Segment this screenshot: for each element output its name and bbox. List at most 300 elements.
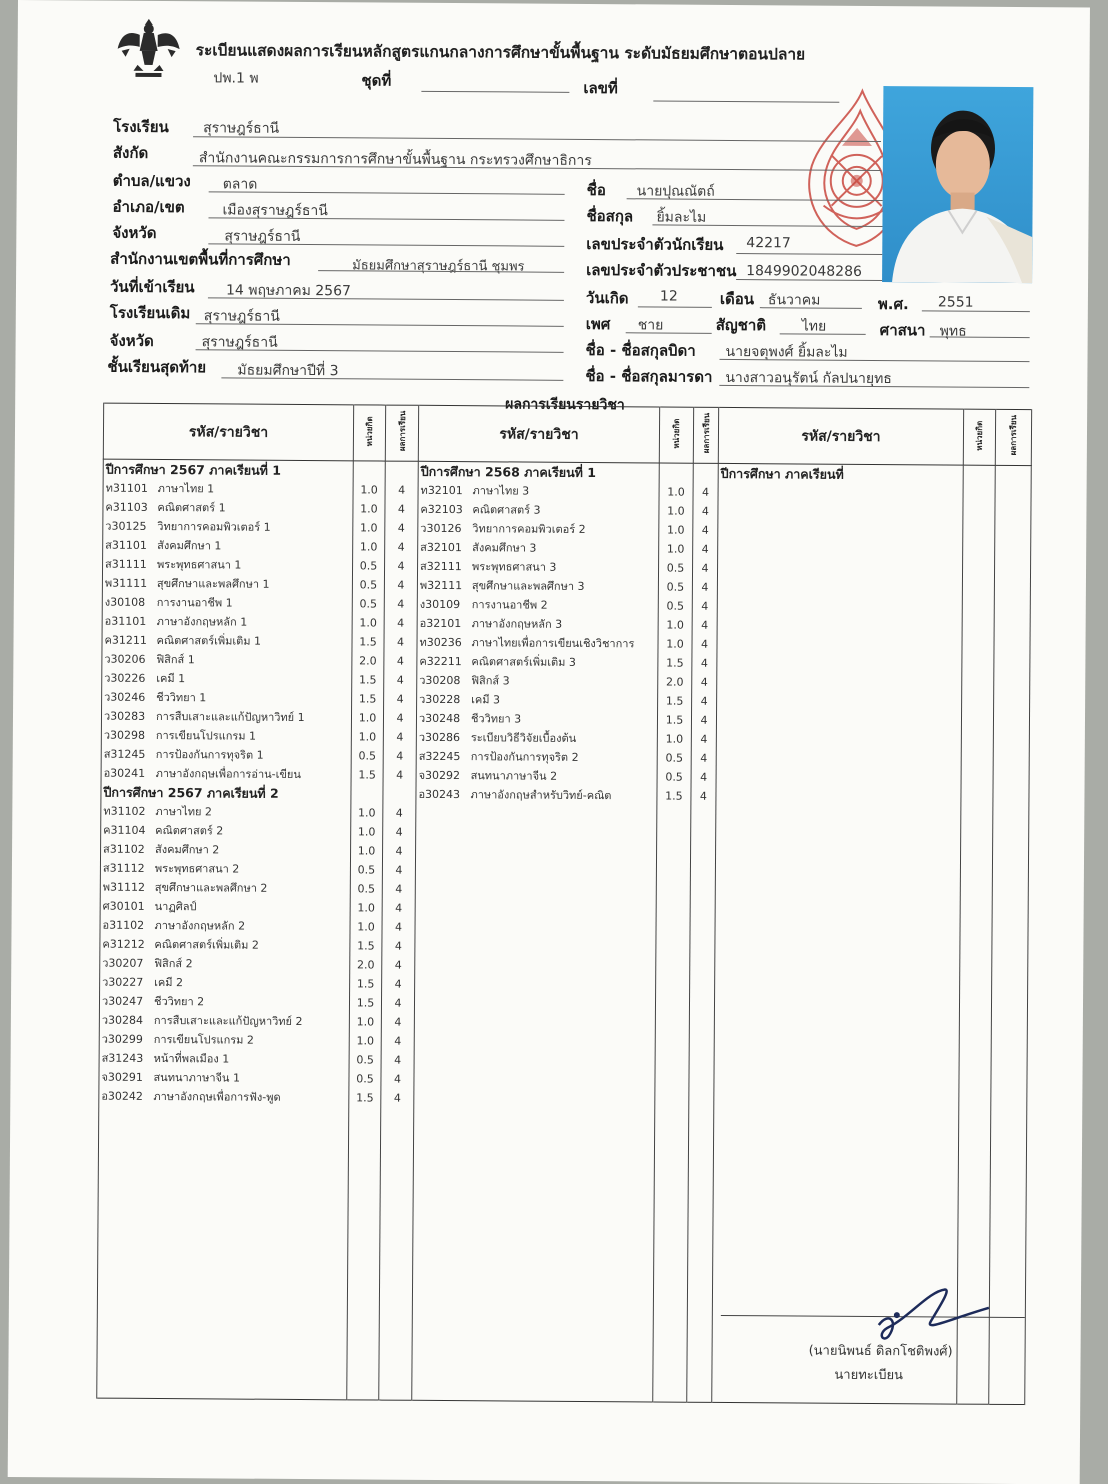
subject-grade: 4	[700, 675, 708, 689]
subject-credit: 1.0	[667, 523, 685, 537]
subject-row	[100, 1011, 349, 1032]
surname-value: ยิ้มละไม	[656, 209, 707, 226]
prev-school-value: สุราษฎร์ธานี	[203, 308, 280, 325]
subject-row	[101, 859, 350, 880]
subject-row	[102, 726, 351, 747]
subject-row	[100, 954, 349, 975]
subject-grade: 4	[394, 1015, 402, 1029]
subdistrict-line	[209, 191, 565, 194]
birth-day-value: 12	[659, 288, 678, 305]
student-photo	[882, 86, 1033, 283]
subject-name: สังคมศึกษา 2	[155, 842, 220, 857]
subject-code: ค32211	[419, 654, 462, 669]
subject-row	[103, 536, 352, 557]
prev-school-label: โรงเรียนเดิม	[109, 303, 191, 323]
birth-day-label: วันเกิด	[585, 288, 629, 308]
subject-grade: 4	[394, 996, 402, 1010]
subject-credit: 1.0	[360, 521, 378, 535]
subject-credit: 1.0	[358, 711, 377, 725]
subject-row	[100, 935, 349, 956]
subject-name: สุขศึกษาและพลศึกษา 2	[154, 880, 268, 895]
birth-year-label: พ.ศ.	[877, 295, 909, 314]
subject-code: ว30248	[418, 711, 461, 726]
subject-row	[103, 555, 352, 576]
subject-row	[103, 593, 352, 614]
subject-grade: 4	[396, 730, 404, 744]
subject-row	[104, 479, 353, 500]
subject-name: ภาษาอังกฤษหลัก 2	[154, 918, 246, 933]
subject-name: ภาษาไทย 2	[155, 804, 212, 819]
subject-name: ภาษาอังกฤษเพื่อการฟัง-พูด	[153, 1089, 281, 1104]
subject-row	[417, 690, 657, 711]
subject-row	[102, 688, 351, 709]
subject-row	[101, 821, 350, 842]
subject-name: เคมี 1	[156, 671, 186, 686]
subdistrict-value: ตลาด	[222, 176, 258, 193]
subject-credit: 1.0	[356, 1015, 375, 1029]
subject-name: ภาษาอังกฤษสำหรับวิทย์-คณิต	[470, 788, 612, 803]
subject-code: ท32101	[420, 483, 463, 498]
subject-row	[417, 766, 657, 787]
subject-row	[101, 878, 350, 899]
subject-row	[103, 574, 352, 595]
subject-name: การสืบเสาะและแก้ปัญหาวิทย์ 2	[153, 1013, 303, 1029]
subject-name: ภาษาไทย 3	[472, 484, 530, 498]
subject-name: การป้องกันการทุจริต 1	[155, 747, 264, 762]
term-heading: ปีการศึกษา 2567 ภาคเรียนที่ 2	[103, 784, 279, 801]
subject-code: อ31101	[104, 614, 147, 628]
subject-grade: 4	[701, 580, 709, 594]
subject-credit: 0.5	[665, 751, 684, 765]
subject-code: ส32111	[420, 559, 462, 574]
subject-credit: 1.0	[359, 540, 378, 554]
subject-code: ว30227	[102, 975, 144, 989]
subject-row	[418, 595, 658, 616]
subject-code: ค31104	[103, 823, 146, 837]
subject-name: วิทยาการคอมพิวเตอร์ 2	[472, 522, 586, 536]
subject-grade: 4	[701, 561, 709, 575]
subject-credit: 1.5	[359, 635, 377, 649]
subject-name: ภาษาอังกฤษเพื่อการอ่าน-เขียน	[155, 766, 301, 781]
subject-row	[417, 671, 657, 692]
subject-grade: 4	[397, 559, 405, 573]
subject-name: วิทยาการคอมพิวเตอร์ 1	[157, 519, 271, 534]
subject-credit: 0.5	[359, 597, 378, 611]
subject-name: สนทนาภาษาจีน 2	[470, 769, 558, 783]
last-level-label: ชั้นเรียนสุดท้าย	[107, 357, 207, 377]
subject-credit: 1.5	[358, 768, 376, 782]
subject-grade: 4	[699, 789, 708, 803]
subject-name: พระพุทธศาสนา 2	[154, 861, 240, 876]
subject-credit: 1.0	[667, 485, 685, 499]
subject-credit: 0.5	[666, 561, 685, 575]
subject-name: ภาษาไทย 1	[157, 481, 215, 496]
subject-code: ว30283	[103, 709, 146, 723]
subject-row	[417, 709, 657, 730]
subject-credit: 1.0	[357, 901, 375, 915]
subject-grade: 4	[393, 1072, 402, 1086]
col1-grade-header: ผลการเรียน	[385, 405, 418, 461]
subject-name: คณิตศาสตร์เพิ่มเติม 1	[156, 633, 262, 648]
subject-name: ชีววิทยา 3	[470, 712, 522, 726]
grades-caption: ผลการเรียนรายวิชา	[505, 396, 625, 414]
subject-code: อ30241	[103, 766, 146, 780]
subject-name: การงานอาชีพ 2	[471, 598, 548, 612]
affiliation-value: สำนักงานคณะกรรมการการศึกษาขั้นพื้นฐาน กระทรวงศึกษาธิการ	[198, 150, 592, 170]
school-value: สุราษฎร์ธานี	[203, 120, 280, 137]
subject-grade: 4	[395, 844, 403, 858]
subject-code: ส31102	[103, 842, 145, 856]
school-line	[193, 136, 881, 142]
prev-province-value: สุราษฎร์ธานี	[201, 334, 278, 351]
set-label: ชุดที่	[361, 71, 392, 90]
subject-grade: 4	[394, 958, 402, 972]
subject-code: อ30242	[101, 1089, 144, 1103]
subject-grade: 4	[398, 483, 406, 497]
school-label: โรงเรียน	[113, 117, 169, 137]
subject-code: ว30226	[104, 671, 146, 685]
subject-name: สังคมศึกษา 1	[157, 538, 222, 553]
subject-grade: 4	[702, 485, 710, 499]
subject-code: พ32111	[419, 578, 463, 593]
subject-grade: 4	[397, 616, 405, 630]
grades-table	[96, 403, 1032, 1405]
subject-credit: 1.0	[357, 825, 376, 839]
col3-grades	[989, 465, 1032, 1404]
col3-subject-header: รหัส/รายวิชา	[718, 407, 963, 465]
subject-grade: 4	[395, 882, 403, 896]
subject-row	[417, 652, 657, 673]
birth-year-value: 2551	[937, 294, 974, 311]
nationality-value: ไทย	[801, 318, 827, 335]
subject-row	[103, 612, 352, 633]
subject-code: ว30298	[103, 728, 146, 742]
subject-row	[103, 498, 352, 519]
subject-grade: 4	[701, 523, 709, 537]
subject-code: ส32245	[418, 749, 461, 764]
birth-month-value: ธันวาคม	[767, 292, 821, 309]
subject-code: ท30236	[419, 635, 462, 650]
subject-row	[101, 897, 350, 918]
subject-grade: 4	[396, 654, 404, 668]
term-heading: ปีการศึกษา 2568 ภาคเรียนที่ 1	[420, 463, 597, 481]
subject-row	[417, 728, 657, 749]
subject-credit: 1.0	[359, 616, 377, 630]
subject-code: ว30299	[101, 1032, 143, 1046]
subject-code: ว30126	[420, 521, 462, 536]
subject-name: ฟิสิกส์ 3	[471, 674, 510, 688]
subject-credit: 1.5	[665, 789, 683, 803]
subject-row	[102, 707, 351, 728]
subject-row	[418, 576, 658, 597]
subject-credit: 1.0	[357, 920, 375, 934]
subject-code: จ30291	[101, 1070, 143, 1084]
subject-grade: 4	[700, 694, 708, 708]
garuda-emblem-icon	[115, 15, 181, 81]
subject-row	[417, 747, 657, 768]
subject-code: ส31243	[101, 1051, 144, 1065]
subject-name: เคมี 3	[471, 693, 501, 707]
subject-grade: 4	[395, 863, 403, 877]
subject-credit: 1.0	[665, 732, 684, 746]
subject-row	[102, 650, 351, 671]
area-value: มัธยมศึกษาสุราษฎร์ธานี ชุมพร	[352, 258, 525, 275]
subject-credit: 1.5	[666, 656, 684, 670]
subdistrict-label: ตำบล/แขวง	[112, 171, 191, 191]
subject-grade: 4	[397, 540, 405, 554]
subject-credit: 2.0	[665, 675, 684, 689]
subject-row	[102, 631, 351, 652]
subject-row	[101, 840, 350, 861]
subject-name: หน้าที่พลเมือง 1	[153, 1051, 230, 1066]
subject-row	[102, 764, 351, 785]
subject-credit: 1.0	[356, 1034, 375, 1048]
subject-credit: 1.0	[666, 542, 685, 556]
set-line	[421, 91, 569, 93]
district-label: อำเภอ/เขต	[112, 197, 185, 217]
col3-subjects	[712, 463, 964, 1404]
subject-row	[101, 802, 350, 823]
subject-grade: 4	[394, 1034, 402, 1048]
subject-credit: 2.0	[359, 654, 377, 668]
col2-subject-header: รหัส/รายวิชา	[418, 405, 659, 463]
subject-grade: 4	[396, 768, 404, 782]
subject-name: คณิตศาสตร์ 2	[155, 823, 224, 838]
number-label: เลขที่	[583, 78, 618, 98]
subject-grade: 4	[396, 635, 405, 649]
subject-credit: 1.0	[667, 504, 685, 518]
name-label: ชื่อ	[586, 180, 606, 200]
registrar-name: (นายนิพนธ์ ดิลกโชติพงศ์)	[808, 1343, 953, 1360]
birth-year-line	[922, 310, 1030, 312]
document-title: ระเบียนแสดงผลการเรียนหลักสูตรแกนกลางการศึกษาขั้นพื้นฐาน ระดับมัธยมศึกษาตอนปลาย	[195, 41, 806, 64]
col3-credit-header: หน่วยกิต	[963, 409, 995, 465]
subject-name: การเขียนโปรแกรม 2	[153, 1032, 254, 1047]
subject-credit: 0.5	[666, 599, 685, 613]
subject-name: สนทนาภาษาจีน 1	[153, 1070, 241, 1085]
subject-credit: 1.5	[356, 1091, 374, 1105]
col3-grade-header: ผลการเรียน	[995, 409, 1031, 465]
subject-code: ส31111	[105, 557, 147, 571]
subject-credit: 1.5	[665, 694, 684, 708]
subject-code: ว30206	[104, 652, 146, 666]
subject-row	[102, 745, 351, 766]
subject-grade: 4	[396, 749, 404, 763]
subject-code: ว30208	[419, 673, 461, 688]
birth-day-line	[638, 306, 712, 308]
subject-credit: 1.0	[666, 637, 684, 651]
subject-code: อ31102	[102, 918, 145, 932]
subject-row	[417, 633, 657, 654]
col1-credit-header: หน่วยกิต	[353, 405, 385, 461]
subject-credit: 1.0	[360, 502, 378, 516]
subject-code: ค31212	[102, 937, 145, 951]
student-id-value: 42217	[746, 235, 791, 252]
subject-credit: 0.5	[665, 770, 683, 784]
nationality-label: สัญชาติ	[715, 315, 767, 335]
subject-code: ค32103	[420, 502, 463, 517]
subject-row	[418, 538, 658, 559]
form-code: ปพ.1 พ	[213, 70, 259, 87]
subject-credit: 0.5	[359, 559, 378, 573]
subject-name: สังคมศึกษา 3	[472, 541, 537, 555]
subject-code: ว30286	[418, 730, 461, 745]
subject-grade: 4	[700, 732, 708, 746]
citizen-id-line	[736, 279, 882, 281]
religion-value: พุทธ	[939, 323, 967, 340]
subject-code: ส31245	[103, 747, 146, 761]
subject-name: พระพุทธศาสนา 1	[157, 557, 242, 572]
subject-name: ภาษาไทยเพื่อการเขียนเชิงวิชาการ	[471, 636, 635, 651]
subject-grade: 4	[701, 504, 709, 518]
subject-credit: 2.0	[356, 958, 375, 972]
subject-code: ส32101	[420, 540, 462, 555]
gender-label: เพศ	[585, 314, 611, 334]
subject-row	[418, 614, 658, 635]
subject-code: ค31103	[105, 500, 148, 514]
subject-row	[100, 973, 349, 994]
subject-credit: 1.5	[358, 692, 377, 706]
subject-name: คณิตศาสตร์ 1	[157, 500, 226, 515]
subject-row	[100, 1030, 349, 1051]
subject-code: ศ30101	[102, 899, 145, 913]
subject-grade: 4	[397, 502, 405, 516]
province-label: จังหวัด	[112, 223, 157, 242]
subject-name: ภาษาอังกฤษหลัก 3	[471, 617, 563, 631]
subject-code: ง30109	[419, 597, 461, 612]
subject-code: ง30108	[104, 595, 146, 609]
subject-row	[100, 1049, 349, 1070]
subject-credit: 1.5	[356, 977, 375, 991]
subject-row	[418, 519, 658, 540]
subject-grade: 4	[700, 637, 709, 651]
term-heading: ปีการศึกษา ภาคเรียนที่	[720, 465, 844, 482]
subject-credit: 1.5	[358, 673, 377, 687]
subject-credit: 1.0	[358, 806, 376, 820]
subject-grade: 4	[394, 920, 403, 934]
birth-month-label: เดือน	[719, 289, 755, 309]
affiliation-label: สังกัด	[112, 143, 149, 162]
col2-credit-header: หน่วยกิต	[659, 407, 693, 463]
subject-credit: 0.5	[356, 1072, 374, 1086]
subject-name: คณิตศาสตร์ 3	[472, 503, 541, 517]
entry-date-value: 14 พฤษภาคม 2567	[225, 282, 351, 300]
subject-name: การป้องกันการทุจริต 2	[470, 750, 579, 764]
subject-grade: 4	[397, 597, 405, 611]
col2-grade-header: ผลการเรียน	[693, 407, 718, 463]
subject-name: สุขศึกษาและพลศึกษา 3	[471, 579, 585, 593]
prev-province-label: จังหวัด	[109, 331, 154, 350]
subject-grade: 4	[395, 901, 403, 915]
mother-label: ชื่อ - ชื่อสกุลมารดา	[585, 366, 713, 386]
subject-credit: 0.5	[358, 749, 377, 763]
subject-grade: 4	[396, 692, 404, 706]
religion-label: ศาสนา	[879, 321, 926, 340]
subject-row	[416, 785, 656, 806]
subject-code: ว30284	[101, 1013, 144, 1027]
subject-grade: 4	[396, 711, 404, 725]
subject-code: ท31102	[103, 804, 146, 818]
entry-date-label: วันที่เข้าเรียน	[109, 277, 195, 297]
subject-row	[419, 481, 659, 502]
subject-grade: 4	[394, 1053, 402, 1067]
registrar-position: นายทะเบียน	[834, 1367, 904, 1384]
subject-name: พระพุทธศาสนา 3	[472, 560, 557, 574]
subject-grade: 4	[701, 599, 709, 613]
subject-name: คณิตศาสตร์เพิ่มเติม 2	[154, 937, 259, 952]
subject-name: ภาษาอังกฤษหลัก 1	[156, 614, 248, 629]
subject-name: เคมี 2	[154, 975, 184, 990]
subject-name: คณิตศาสตร์เพิ่มเติม 3	[471, 655, 576, 669]
subject-grade: 4	[700, 656, 708, 670]
subject-row	[99, 1068, 348, 1089]
subject-code: ว30247	[101, 994, 144, 1008]
subject-credit: 1.0	[357, 844, 376, 858]
subject-name: สุขศึกษาและพลศึกษา 1	[156, 576, 270, 591]
subject-row	[100, 916, 349, 937]
subject-grade: 4	[396, 673, 404, 687]
subject-name: การงานอาชีพ 1	[156, 595, 233, 610]
subject-name: ชีววิทยา 2	[153, 994, 205, 1009]
subject-grade: 4	[393, 1091, 401, 1105]
subject-credit: 1.0	[358, 730, 377, 744]
citizen-id-value: 1849902048286	[746, 263, 862, 280]
subject-code: อ32101	[419, 616, 462, 631]
student-id-label: เลขประจำตัวนักเรียน	[586, 234, 724, 254]
subject-grade: 4	[700, 770, 708, 784]
subject-credit: 0.5	[357, 882, 376, 896]
citizen-id-label: เลขประจำตัวประชาชน	[586, 260, 737, 281]
subject-name: ชีววิทยา 1	[156, 690, 207, 705]
subject-credit: 0.5	[357, 863, 376, 877]
father-label: ชื่อ - ชื่อสกุลบิดา	[585, 340, 696, 360]
subject-code: อ30243	[418, 787, 461, 802]
subject-credit: 0.5	[356, 1053, 374, 1067]
subject-code: ค31211	[104, 633, 147, 647]
term-heading: ปีการศึกษา 2567 ภาคเรียนที่ 1	[105, 461, 282, 478]
mother-value: นางสาวอนุรัตน์ กัลปนายุทธ	[725, 369, 892, 388]
subject-code: ส31101	[105, 538, 147, 552]
subject-row	[100, 992, 349, 1013]
subject-grade: 4	[397, 521, 405, 535]
subject-grade: 4	[701, 542, 709, 556]
subject-code: ว30125	[105, 519, 147, 533]
last-level-value: มัธยมศึกษาปีที่ 3	[237, 362, 339, 380]
subject-credit: 1.5	[357, 939, 375, 953]
subject-name: การเขียนโปรแกรม 1	[155, 728, 257, 743]
area-label: สำนักงานเขตพื้นที่การศึกษา	[110, 249, 291, 269]
subject-grade: 4	[394, 977, 402, 991]
subject-row	[103, 517, 352, 538]
subject-code: จ30292	[418, 768, 461, 783]
gender-value: ชาย	[637, 317, 664, 334]
subject-code: ว30207	[102, 956, 144, 970]
subject-code: พ31111	[104, 576, 148, 590]
subject-row	[418, 557, 658, 578]
subject-name: ฟิสิกส์ 1	[156, 652, 195, 667]
province-value: สุราษฎร์ธานี	[224, 228, 301, 245]
subject-grade: 4	[397, 578, 405, 592]
subject-credit: 1.5	[665, 713, 684, 727]
subject-grade: 4	[700, 713, 708, 727]
subject-row	[102, 669, 351, 690]
surname-label: ชื่อสกุล	[586, 206, 634, 226]
subject-grade: 4	[395, 806, 403, 820]
col1-subject-header: รหัส/รายวิชา	[103, 403, 353, 461]
father-value: นายจตุพงศ์ ยิ้มละไม	[725, 343, 848, 361]
subject-grade: 4	[394, 939, 402, 953]
district-value: เมืองสุราษฎร์ธานี	[222, 202, 328, 220]
